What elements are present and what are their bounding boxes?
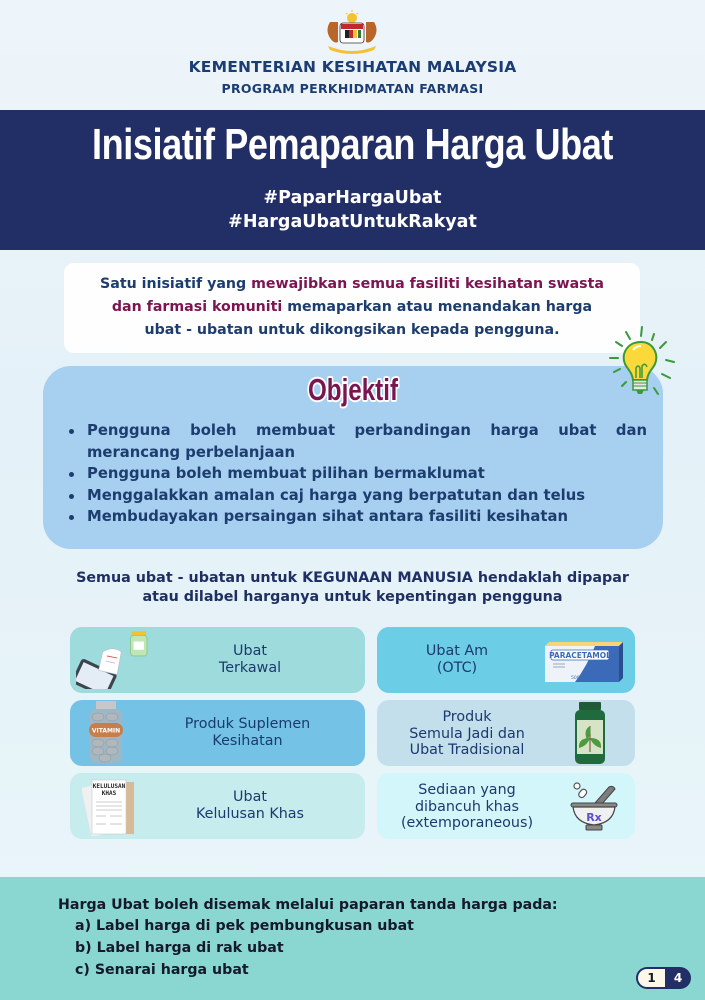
- objective-item: Pengguna boleh membuat pilihan bermaklumat: [69, 463, 647, 485]
- label-line: (OTC): [436, 659, 478, 676]
- category-health-supplement: [70, 700, 365, 766]
- intro-text: ubat - ubatan untuk dikongsikan kepada pengguna.: [144, 322, 560, 338]
- objectives-title: Objektif: [307, 372, 399, 407]
- label-line: Ubat Tradisional: [409, 742, 525, 758]
- label-line: Terkawal: [218, 659, 282, 676]
- price-check-item: c) Senarai harga ubat: [75, 962, 249, 978]
- objectives-panel: [43, 366, 663, 549]
- label-line: Produk: [442, 709, 492, 725]
- herbal-jar-icon: [573, 702, 607, 764]
- label-line: Produk Suplemen: [184, 716, 311, 732]
- category-natural-traditional: [377, 700, 635, 766]
- light-bulb-icon: [592, 324, 680, 406]
- objective-item: Pengguna boleh membuat perbandingan harga ubat dan merancang perbelanjaan: [69, 420, 647, 463]
- objective-item: Menggalakkan amalan caj harga yang berpatutan dan telus: [69, 485, 647, 507]
- scope-statement: [40, 569, 665, 606]
- label-line: Kelulusan Khas: [196, 805, 304, 822]
- hashtag: #HargaUbatUntukRakyat: [228, 212, 477, 232]
- paracetamol-box-icon: [543, 640, 625, 684]
- label-line: Kesihatan: [212, 732, 283, 749]
- intro-text: memaparkan atau menandakan harga: [282, 299, 593, 315]
- objective-item: Membudayakan persaingan sihat antara fasiliti kesihatan: [69, 506, 647, 528]
- price-check-panel: [0, 877, 705, 1000]
- current-page: 1: [638, 969, 665, 987]
- vitamin-bottle-icon: [88, 701, 124, 765]
- total-pages: 4: [673, 971, 683, 985]
- malaysia-coat-of-arms-icon: [316, 8, 388, 56]
- rx-text: Rx: [586, 811, 602, 824]
- doc-text: KHAS: [101, 790, 117, 797]
- objectives-list: [69, 420, 647, 528]
- intro-highlight: dan farmasi komuniti: [111, 299, 283, 315]
- price-check-item: a) Label harga di pek pembungkusan ubat: [75, 918, 414, 934]
- ministry-name: KEMENTERIAN KESIHATAN MALAYSIA: [188, 58, 517, 76]
- label-line: Ubat: [233, 789, 267, 805]
- label-line: Ubat: [233, 643, 267, 659]
- label-line: dibancuh khas: [414, 798, 520, 815]
- box-text: PARACETAMOL: [549, 651, 611, 660]
- category-controlled-medicine: [70, 627, 365, 693]
- category-special-approval: [70, 773, 365, 839]
- mortar-pestle-rx-icon: [569, 781, 619, 833]
- price-check-heading: Harga Ubat boleh disemak melalui paparan tanda harga pada:: [58, 897, 558, 913]
- intro-card: [64, 263, 640, 353]
- intro-highlight: mewajibkan semua fasiliti kesihatan swasta: [251, 276, 604, 292]
- document-approval-icon: [82, 776, 138, 836]
- hashtag: #PaparHargaUbat: [263, 188, 442, 208]
- bottle-text: VITAMIN: [91, 727, 121, 735]
- category-otc-medicine: [377, 627, 635, 693]
- statement-line: Semua ubat - ubatan untuk KEGUNAAN MANUSIA hendaklah dipapar: [76, 570, 629, 586]
- label-line: Ubat Am: [425, 643, 489, 659]
- title-banner: [0, 110, 705, 250]
- category-label: [387, 643, 527, 676]
- label-line: Sediaan yang: [418, 782, 516, 798]
- price-check-item: b) Label harga di rak ubat: [75, 940, 284, 956]
- label-line: (extemporaneous): [400, 815, 534, 831]
- doc-text: KELULUSAN: [92, 783, 126, 790]
- statement-line: atau dilabel harganya untuk kepentingan pengguna: [142, 588, 563, 605]
- page-indicator: [636, 967, 691, 989]
- prescription-tablet-icon: [76, 627, 148, 689]
- page-title: Inisiatif Pemaparan Harga Ubat: [91, 120, 614, 169]
- box-dose: 500mg: [571, 676, 587, 681]
- intro-text: Satu inisiatif yang: [100, 276, 252, 292]
- category-label: [387, 782, 547, 832]
- category-label: [150, 716, 345, 749]
- category-extemporaneous: [377, 773, 635, 839]
- category-label: [387, 709, 547, 759]
- category-label: [160, 643, 340, 676]
- label-line: Semula Jadi dan: [409, 725, 525, 742]
- category-label: [155, 789, 345, 822]
- program-name: PROGRAM PERKHIDMATAN FARMASI: [221, 81, 484, 96]
